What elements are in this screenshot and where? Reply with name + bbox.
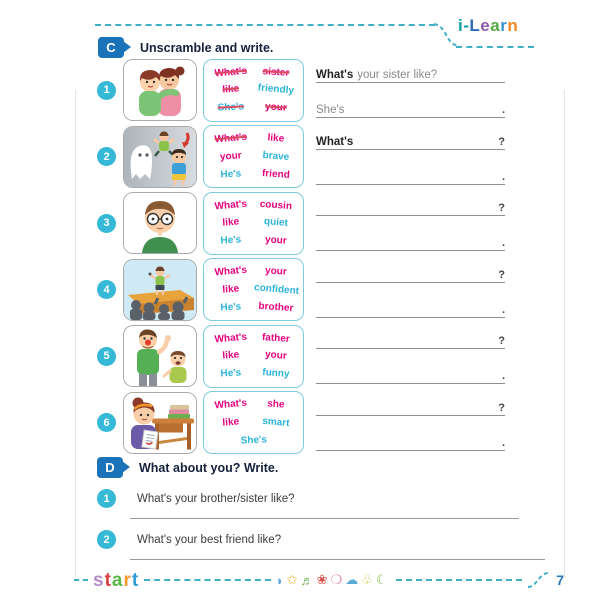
logo-letter: n: [507, 16, 519, 35]
scrambled-words-box: [203, 59, 304, 122]
question-text: What's your best friend like?: [137, 533, 282, 546]
answer-lines: [316, 62, 505, 118]
scrambled-words-box: [203, 125, 304, 188]
scrambled-word: confident: [254, 281, 300, 297]
section-c-items: [97, 57, 505, 456]
write-line: [130, 559, 545, 560]
scrambled-word: friend: [262, 167, 291, 181]
scrambled-words-box: [203, 325, 304, 388]
answer-lines: [316, 195, 505, 251]
scrambled-word: like: [221, 349, 240, 362]
question-sample-answer: your sister like?: [357, 69, 438, 82]
scrambled-word: friendly: [257, 82, 295, 97]
scrambled-word: your: [265, 234, 288, 247]
answer-line: [316, 230, 505, 251]
question-mark: ?: [498, 135, 505, 148]
logo-letter: s: [93, 569, 105, 591]
section-d-title: What about you? Write.: [139, 460, 279, 475]
scrambled-word: funny: [262, 367, 291, 380]
photo-smart-girl-desk: [123, 392, 197, 454]
section-d-tag: D: [97, 457, 123, 478]
d-question-1: [97, 489, 545, 508]
question-line: [316, 129, 505, 150]
answer-line: [316, 430, 505, 451]
scrambled-word: brother: [258, 300, 295, 314]
flower-icon: ❀: [316, 572, 331, 587]
item-number-badge: 5: [97, 347, 116, 366]
start-series-logo: [93, 571, 139, 590]
exercise-row-4: [97, 257, 505, 324]
question-line: [316, 262, 505, 283]
question-line: [316, 195, 505, 216]
question-mark: ?: [498, 202, 505, 215]
logo-letter: t: [104, 569, 112, 591]
exercise-row-3: [97, 190, 505, 257]
period: .: [501, 303, 505, 316]
section-c-title: Unscramble and write.: [140, 40, 274, 55]
period: .: [501, 370, 505, 383]
item-number-badge: 2: [97, 530, 116, 549]
logo-letter: r: [123, 569, 132, 591]
d-question-2: [97, 530, 545, 549]
scrambled-word: cousin: [259, 198, 293, 212]
question-line: [316, 328, 505, 349]
period: .: [501, 170, 505, 183]
scrambled-words-box: [203, 192, 304, 255]
period: .: [501, 104, 505, 117]
scrambled-word: What's: [214, 397, 248, 412]
question-mark: ?: [498, 268, 505, 281]
question-prefix: What's: [316, 69, 354, 82]
answer-lines: [316, 262, 505, 318]
section-c-header: [98, 37, 273, 58]
scrambled-word: she: [267, 398, 286, 411]
scrambled-word: What's: [214, 131, 248, 146]
answer-line: [316, 297, 505, 318]
question-text: What's your brother/sister like?: [137, 492, 295, 505]
answer-line: [316, 164, 505, 185]
question-line: [316, 395, 505, 416]
scrambled-word: She's: [217, 101, 245, 114]
scrambled-word: your: [265, 349, 288, 363]
scrambled-word: like: [221, 283, 240, 296]
footer-dash: [396, 579, 523, 581]
logo-letter: a: [111, 569, 124, 591]
exercise-row-5: [97, 323, 505, 390]
answer-line: [316, 363, 505, 384]
question-mark: ?: [498, 335, 505, 348]
scrambled-word: What's: [214, 331, 248, 345]
page-number: 7: [556, 572, 564, 588]
scrambled-word: your: [265, 265, 288, 278]
answer-prefix: She's: [316, 104, 345, 117]
photo-funny-father-son: [123, 325, 197, 387]
scrambled-word: like: [221, 83, 240, 96]
photo-quiet-boy: [123, 192, 197, 254]
logo-letter: i: [458, 16, 464, 35]
logo-letter: a: [490, 16, 501, 35]
scrambled-word: father: [262, 331, 291, 345]
duck-icon: ♧: [361, 572, 376, 587]
write-line: [130, 518, 519, 519]
period: .: [501, 436, 505, 449]
scrambled-word: like: [221, 216, 240, 229]
scrambled-word: your: [219, 150, 242, 163]
logo-letter: r: [500, 16, 508, 35]
scrambled-word: quiet: [263, 216, 289, 230]
item-number-badge: 1: [97, 489, 116, 508]
scrambled-word: What's: [214, 198, 248, 212]
section-d: [97, 457, 545, 560]
scrambled-word: He's: [220, 234, 242, 247]
page-edge-left: [75, 90, 76, 578]
photo-confident-boy-stage: [123, 259, 197, 321]
item-number-badge: 6: [97, 413, 116, 432]
item-number-badge: 1: [97, 81, 116, 100]
item-number-badge: 4: [97, 280, 116, 299]
item-number-badge: 2: [97, 147, 116, 166]
scrambled-word: smart: [262, 415, 291, 429]
section-d-header: [97, 457, 545, 478]
item-number-badge: 3: [97, 214, 116, 233]
section-c-tag: C: [98, 37, 124, 58]
exercise-row-1: [97, 57, 505, 124]
cloud-icon: ☁: [345, 572, 362, 587]
footer-dash: [144, 579, 271, 581]
footer-dash-curve: [527, 570, 549, 590]
answer-lines: [316, 395, 505, 451]
photo-ghost-brave-boy: [123, 126, 197, 188]
scrambled-word: He's: [220, 167, 242, 181]
scrambled-word: He's: [220, 300, 242, 314]
answer-lines: [316, 129, 505, 185]
footer-dash: [74, 579, 88, 581]
header-dashed-line-2: [456, 46, 534, 48]
scrambled-words-box: [203, 258, 304, 321]
scrambled-word: What's: [214, 264, 248, 279]
answer-line: [316, 97, 505, 118]
answer-lines: [316, 328, 505, 384]
logo-letter: -: [463, 16, 470, 35]
exercise-row-6: [97, 390, 505, 457]
scrambled-word: What's: [214, 65, 248, 79]
balloon-icon: ❍: [330, 572, 346, 587]
whale-icon: ◗: [275, 572, 287, 588]
exercise-row-2: [97, 124, 505, 191]
scrambled-word: brave: [262, 149, 291, 163]
logo-letter: L: [469, 16, 481, 35]
moon-icon: ☾: [375, 572, 391, 587]
question-mark: ?: [498, 401, 505, 414]
photo-two-girls-hugging: [123, 59, 197, 121]
scrambled-word: He's: [220, 367, 242, 380]
question-line: [316, 62, 505, 83]
scrambled-word: like: [221, 416, 240, 429]
page-footer: [74, 566, 564, 594]
period: .: [501, 237, 505, 250]
page-edge-right: [564, 90, 565, 578]
star-icon: ✩: [286, 572, 301, 587]
logo-letter: t: [131, 569, 140, 591]
footer-icon-strip: [276, 572, 391, 588]
question-prefix: What's: [316, 135, 354, 148]
scrambled-word: like: [267, 132, 286, 145]
header-dashed-line: [95, 24, 435, 26]
i-learn-logo: [458, 16, 518, 36]
scrambled-word: sister: [262, 65, 290, 79]
music-notes-icon: ♬: [300, 572, 317, 588]
logo-letter: e: [480, 16, 491, 35]
scrambled-word: your: [265, 101, 288, 114]
scrambled-word: She's: [240, 433, 267, 447]
scrambled-words-box: [203, 391, 304, 454]
